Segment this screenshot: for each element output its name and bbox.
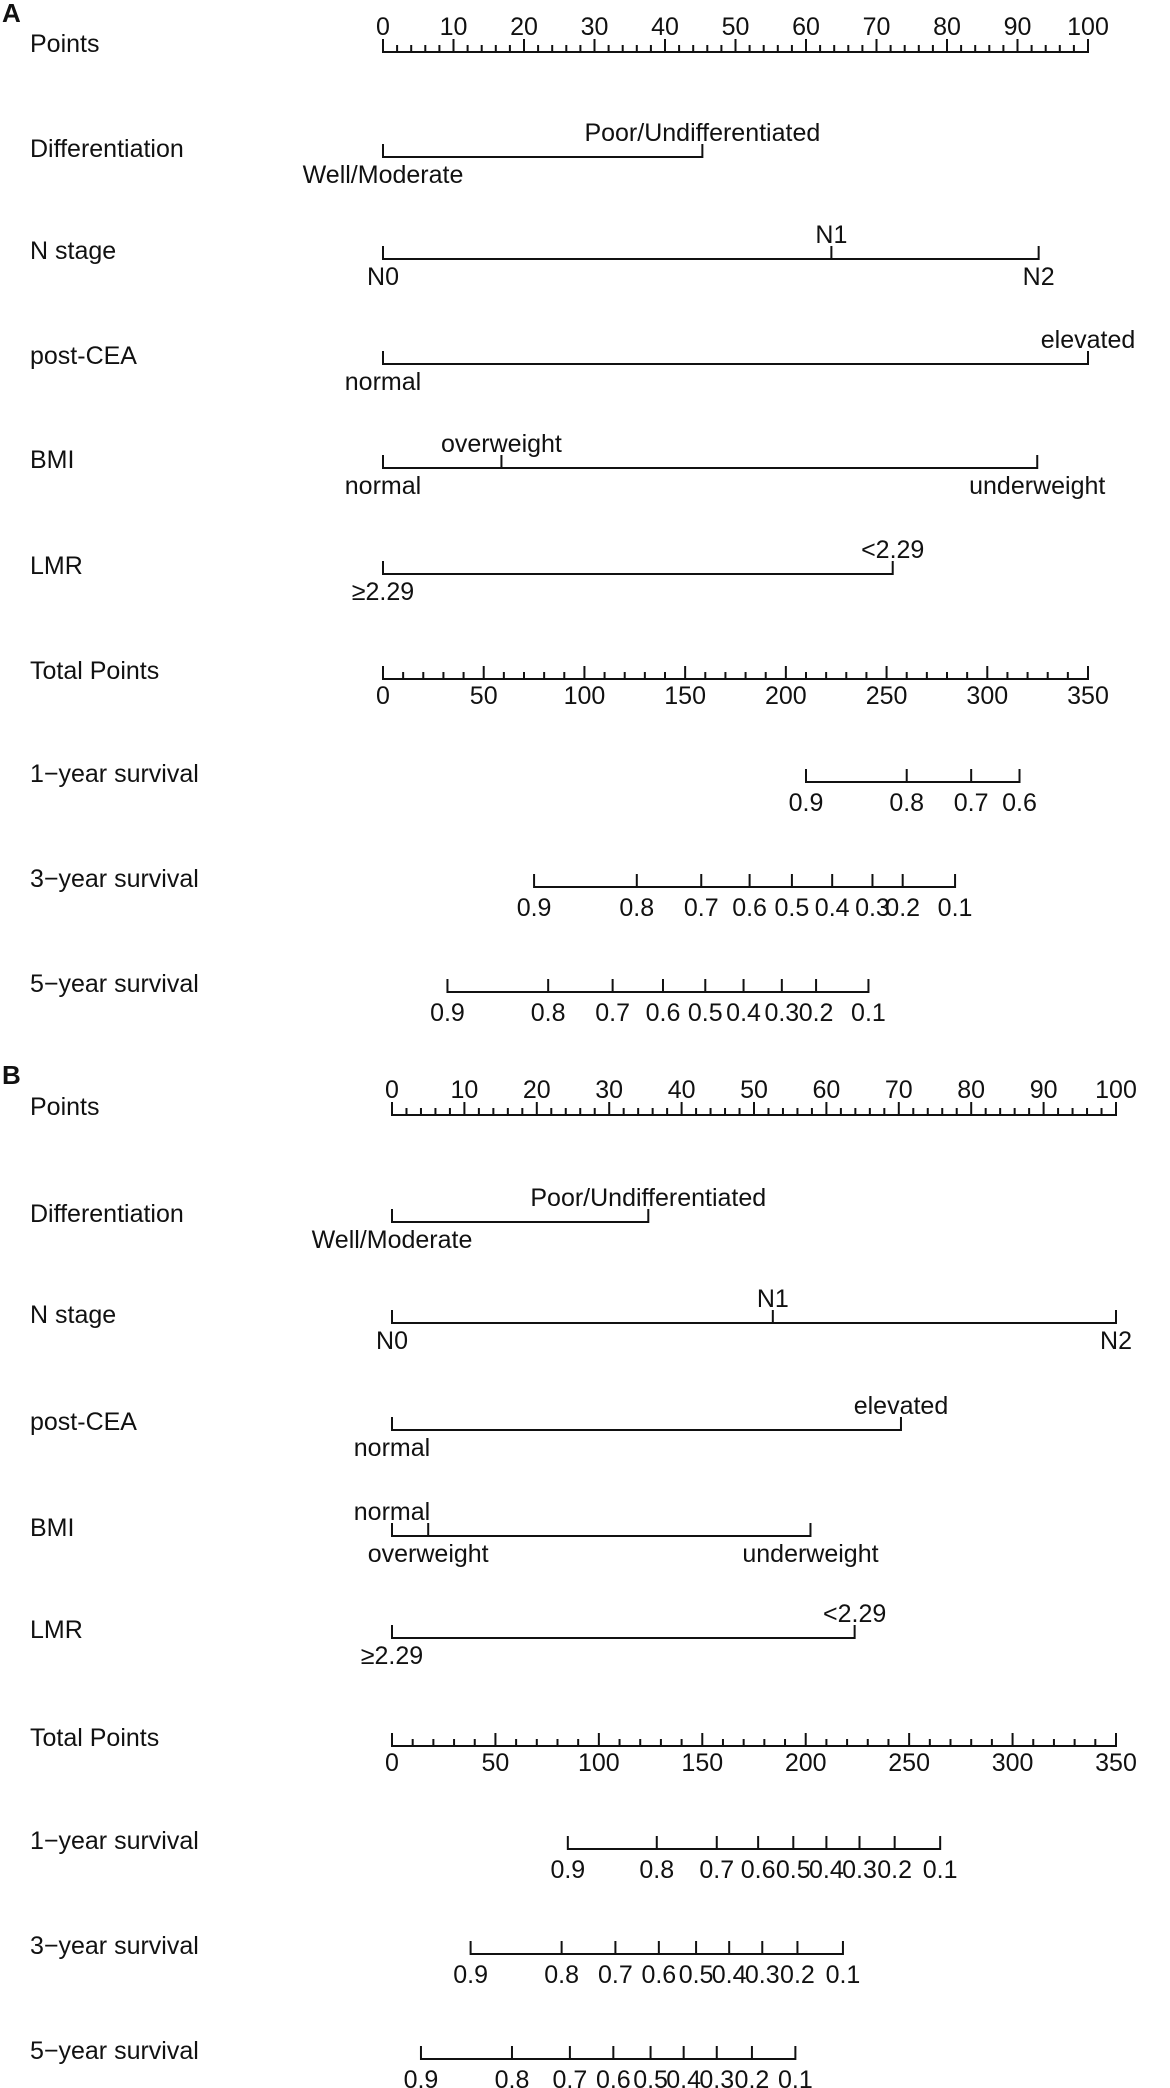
n-stage-level-label-n0: N0 [376, 1327, 408, 1355]
3-year-survival-tick-label: 0.6 [732, 894, 767, 922]
row-label-n-stage: N stage [30, 1301, 117, 1329]
1-year-survival-tick-label: 0.1 [922, 1856, 958, 1884]
5-year-survival-tick-label: 0.8 [530, 999, 566, 1027]
row-label-3-year-survival: 3−year survival [30, 865, 199, 893]
3-year-survival-tick-label: 0.3 [855, 894, 890, 922]
points-tick-label: 10 [450, 1076, 479, 1104]
total-points-tick-label: 250 [888, 1749, 931, 1777]
lmr-level-label-lt-2-29: <2.29 [861, 536, 925, 564]
points-tick-label: 20 [522, 1076, 551, 1104]
3-year-survival-tick-label: 0.9 [516, 894, 552, 922]
row-label-differentiation: Differentiation [30, 135, 184, 163]
5-year-survival-tick-label: 0.3 [699, 2066, 735, 2088]
total-points-tick-label: 350 [1067, 682, 1109, 710]
points-tick-label: 100 [1095, 1076, 1137, 1104]
row-label-total-points: Total Points [30, 1724, 160, 1752]
3-year-survival-tick-label: 0.9 [453, 1961, 488, 1989]
total-points-tick-label: 150 [681, 1749, 724, 1777]
5-year-survival-tick-label: 0.9 [430, 999, 465, 1027]
row-label-bmi: BMI [30, 446, 75, 474]
points-tick-label: 60 [812, 1076, 841, 1104]
total-points-tick-label: 50 [469, 682, 498, 710]
5-year-survival-tick-label: 0.6 [645, 999, 681, 1027]
1-year-survival-tick-label: 0.9 [550, 1856, 586, 1884]
3-year-survival-tick-label: 0.4 [711, 1961, 747, 1989]
post-cea-level-label-normal: normal [353, 1434, 431, 1462]
5-year-survival-tick-label: 0.7 [552, 2066, 588, 2088]
points-tick-label: 50 [721, 13, 750, 41]
bmi-level-label-normal: normal [353, 1498, 431, 1526]
bmi-level-label-overweight: overweight [440, 430, 562, 458]
points-tick-label: 40 [667, 1076, 696, 1104]
points-tick-label: 90 [1029, 1076, 1058, 1104]
points-tick-label: 50 [740, 1076, 768, 1104]
total-points-tick-label: 300 [966, 682, 1009, 710]
5-year-survival-tick-label: 0.6 [595, 2066, 631, 2088]
n-stage-level-label-n0: N0 [367, 263, 399, 291]
total-points-tick-label: 0 [385, 1749, 399, 1777]
5-year-survival-tick-label: 0.3 [764, 999, 800, 1027]
total-points-tick-label: 350 [1095, 1749, 1137, 1777]
5-year-survival-tick-label: 0.9 [403, 2066, 439, 2088]
post-cea-level-label-elevated: elevated [1040, 326, 1136, 354]
n-stage-level-label-n1: N1 [756, 1285, 789, 1313]
5-year-survival-tick-label: 0.1 [777, 2066, 813, 2088]
1-year-survival-tick-label: 0.7 [699, 1856, 735, 1884]
total-points-tick-label: 200 [784, 1749, 827, 1777]
1-year-survival-tick-label: 0.9 [788, 789, 824, 817]
row-label-bmi: BMI [30, 1514, 75, 1542]
total-points-tick-label: 150 [664, 682, 707, 710]
n-stage-level-label-n2: N2 [1022, 263, 1055, 291]
bmi-level-label-underweight: underweight [969, 472, 1106, 500]
points-tick-label: 80 [957, 1076, 986, 1104]
points-tick-label: 40 [651, 13, 679, 41]
5-year-survival-tick-label: 0.8 [494, 2066, 530, 2088]
points-tick-label: 20 [510, 13, 538, 41]
points-tick-label: 0 [376, 13, 390, 41]
row-label-n-stage: N stage [30, 237, 117, 265]
5-year-survival-tick-label: 0.5 [687, 999, 723, 1027]
row-label-lmr: LMR [30, 552, 83, 580]
points-tick-label: 30 [580, 13, 609, 41]
row-label-3-year-survival: 3−year survival [30, 1932, 199, 1960]
points-tick-label: 60 [792, 13, 820, 41]
row-label-lmr: LMR [30, 1616, 83, 1644]
points-tick-label: 90 [1003, 13, 1032, 41]
points-tick-label: 70 [884, 1076, 913, 1104]
total-points-tick-label: 0 [376, 682, 390, 710]
1-year-survival-tick-label: 0.7 [953, 789, 989, 817]
row-label-1-year-survival: 1−year survival [30, 760, 199, 788]
5-year-survival-tick-label: 0.4 [726, 999, 761, 1027]
1-year-survival-tick-label: 0.6 [740, 1856, 776, 1884]
post-cea-level-label-normal: normal [344, 368, 422, 396]
differentiation-level-label-poor-undifferentiated: Poor/Undifferentiated [530, 1184, 767, 1212]
lmr-level-label-lt-2-29: <2.29 [823, 1600, 887, 1628]
5-year-survival-tick-label: 0.2 [734, 2066, 770, 2088]
row-label-post-cea: post-CEA [30, 1408, 137, 1436]
points-tick-label: 0 [385, 1076, 399, 1104]
1-year-survival-tick-label: 0.2 [877, 1856, 913, 1884]
lmr-level-label-ge-2-29: ≥2.29 [351, 578, 415, 606]
1-year-survival-tick-label: 0.5 [775, 1856, 811, 1884]
row-label-points: Points [30, 30, 100, 58]
row-label-5-year-survival: 5−year survival [30, 970, 199, 998]
5-year-survival-tick-label: 0.4 [666, 2066, 702, 2088]
row-label-post-cea: post-CEA [30, 342, 137, 370]
row-label-5-year-survival: 5−year survival [30, 2037, 199, 2065]
1-year-survival-tick-label: 0.8 [639, 1856, 675, 1884]
3-year-survival-tick-label: 0.2 [780, 1961, 815, 1989]
3-year-survival-tick-label: 0.5 [678, 1961, 714, 1989]
total-points-tick-label: 250 [865, 682, 908, 710]
row-label-total-points: Total Points [30, 657, 160, 685]
1-year-survival-tick-label: 0.8 [889, 789, 925, 817]
3-year-survival-tick-label: 0.1 [937, 894, 973, 922]
points-tick-label: 100 [1067, 13, 1109, 41]
3-year-survival-tick-label: 0.7 [598, 1961, 633, 1989]
total-points-tick-label: 50 [481, 1749, 510, 1777]
bmi-level-label-normal: normal [344, 472, 422, 500]
differentiation-level-label-well-moderate: Well/Moderate [311, 1226, 473, 1254]
3-year-survival-tick-label: 0.3 [744, 1961, 780, 1989]
panel-b-label: B [2, 1060, 21, 1090]
5-year-survival-tick-label: 0.2 [798, 999, 834, 1027]
5-year-survival-tick-label: 0.5 [633, 2066, 668, 2088]
3-year-survival-tick-label: 0.5 [774, 894, 810, 922]
post-cea-level-label-elevated: elevated [853, 1392, 949, 1420]
bmi-level-label-overweight: overweight [367, 1540, 489, 1568]
points-tick-label: 10 [439, 13, 468, 41]
differentiation-level-label-well-moderate: Well/Moderate [302, 161, 464, 189]
3-year-survival-tick-label: 0.1 [825, 1961, 861, 1989]
differentiation-level-label-poor-undifferentiated: Poor/Undifferentiated [584, 119, 821, 147]
total-points-tick-label: 100 [577, 1749, 620, 1777]
points-tick-label: 30 [595, 1076, 624, 1104]
3-year-survival-tick-label: 0.7 [683, 894, 719, 922]
n-stage-level-label-n2: N2 [1100, 1327, 1132, 1355]
row-label-differentiation: Differentiation [30, 1200, 184, 1228]
1-year-survival-tick-label: 0.4 [809, 1856, 844, 1884]
3-year-survival-tick-label: 0.4 [814, 894, 850, 922]
panel-a-label: A [2, 0, 21, 28]
points-tick-label: 80 [933, 13, 961, 41]
panel-a-nomogram [2, 0, 1135, 1027]
points-tick-label: 70 [862, 13, 891, 41]
3-year-survival-tick-label: 0.2 [885, 894, 921, 922]
row-label-points: Points [30, 1093, 100, 1121]
n-stage-level-label-n1: N1 [815, 221, 848, 249]
panel-b-nomogram [2, 1060, 1137, 2088]
1-year-survival-tick-label: 0.3 [842, 1856, 877, 1884]
lmr-level-label-ge-2-29: ≥2.29 [360, 1642, 424, 1670]
3-year-survival-tick-label: 0.6 [641, 1961, 677, 1989]
5-year-survival-tick-label: 0.7 [595, 999, 631, 1027]
1-year-survival-tick-label: 0.6 [1002, 789, 1037, 817]
bmi-level-label-underweight: underweight [742, 1540, 879, 1568]
row-label-1-year-survival: 1−year survival [30, 1827, 199, 1855]
5-year-survival-tick-label: 0.1 [851, 999, 886, 1027]
total-points-tick-label: 200 [764, 682, 807, 710]
total-points-tick-label: 300 [991, 1749, 1034, 1777]
total-points-tick-label: 100 [563, 682, 606, 710]
3-year-survival-tick-label: 0.8 [619, 894, 655, 922]
3-year-survival-tick-label: 0.8 [544, 1961, 580, 1989]
